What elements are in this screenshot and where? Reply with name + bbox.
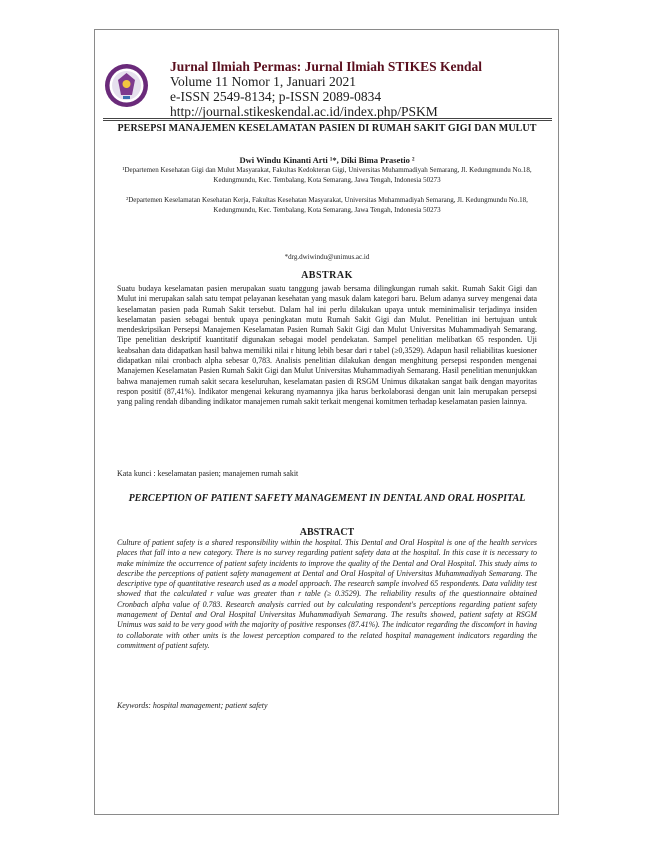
abstract-heading: ABSTRACT	[299, 527, 355, 538]
abstrak-body: Suatu budaya keselamatan pasien merupakan suatu tanggung jawab bersama dilingkungan rumah sakit. Rumah Sakit Gigi dan Mulut ini merupakan salah satu tempat pelayanan kesehatan yang masuk dalam kategori baru. Belum adanya survey mengenai data keselamatan pasien pada Rumah Sakit tersebut. Dalam hal ini perlu dilakukan upaya untuk meminimalisir terjadinya insiden keselamatan pasien sebagai bentuk upaya peningkatan mutu Rumah Sakit Gigi dan Mulut. Penelitian ini bertujuan untuk mendeskripsikan Persepsi Manajemen Keselamatan Pasien Rumah Sakit Gigi dan Mulut Universitas Muhammadiyah Semarang. Tipe penelitian deskriptif kuantitatif digunakan sebagai model pendekatan. Sampel penelitian melibatkan 65 responden. Uji keabsahan data didapatkan hasil bahwa memiliki nilai r hitung lebih besar dari r tabel (≥0,3529). Adapun hasil reliabilitas kuesioner didapatkan nilai cronbach alpha sebesar 0,783. Analisis penelitian dilakukan dengan menghitung persepsi responden mengenai Manajemen Keselamatan Pasien Rumah Sakit Gigi dan Mulut Universitas Muhammadiyah Semarang. Hasil penelitian menunjukkan bahwa manajemen rumah sakit secara keseluruhan, keselamatan pasien di RSGM Unimus dikatakan sangat baik dengan mayoritas respon positif (87,41%). Indikator mengenai kekurang nyamannya jika harus berkolaborasi dengan unit lain merupakan persepsi yang paling rendah dibanding indikator manajemen rumah sakit terkait mengenai komitmen terhadap keselamatan pasien lainnya.	[117, 284, 537, 407]
journal-volume: Volume 11 Nomor 1, Januari 2021	[170, 74, 356, 89]
abstrak-heading: ABSTRAK	[301, 270, 353, 281]
affiliation-1: ¹Departemen Kesehatan Gigi dan Mulut Masyarakat, Fakultas Kedokteran Gigi, Universitas Muhammadiyah Semarang, Jl. Kedungmundu No.18, Kedungmundu, Kec. Tembalang, Kota Semarang, Jawa Tengah, Indonesia 50273	[122, 166, 532, 184]
stikes-kendal-logo	[104, 63, 149, 108]
affiliation-2: ²Departemen Keselamatan Kesehatan Kerja, Fakultas Kesehatan Masyarakat, Universitas Muhammadiyah Semarang, Jl. Kedungmundu No.18, Kedungmundu, Kec. Tembalang, Kota Semarang, Jawa Tengah, Indonesia 50273	[126, 196, 528, 214]
article-title: PERSEPSI MANAJEMEN KESELAMATAN PASIEN DI RUMAH SAKIT GIGI DAN MULUT	[117, 123, 537, 134]
article-authors: Dwi Windu Kinanti Arti ¹*, Diki Bima Prasetio ²	[239, 155, 415, 165]
corresponding-email[interactable]: *drg.dwiwindu@unimus.ac.id	[284, 253, 370, 261]
kata-kunci: Kata kunci : keselamatan pasien; manajemen rumah sakit	[117, 469, 299, 478]
header-divider-secondary	[103, 120, 552, 121]
journal-issn: e-ISSN 2549-8134; p-ISSN 2089-0834	[170, 89, 382, 104]
journal-title: Jurnal Ilmiah Permas: Jurnal Ilmiah STIKES Kendal	[170, 59, 483, 74]
journal-header	[170, 59, 550, 119]
abstract-body: Culture of patient safety is a shared responsibility within the hospital. This Dental and Oral Hospital is one of the health services places that fall into a new category. There is no survey regarding patient safety data at the hospital. In this case it is necessary to make minimize the occurrence of patient safety incidents to improve the quality of the Dental and Oral Hospital. This study aims to describe the perceptions of patient safety management at Dental and Oral Hospital of Universitas Muhammadiyah Semarang. The descriptive type of quantitative research used as a model approach. The research sample involved 65 respondents. Data validity test showed that the calculated r value was greater than r table (≥ 0.3529). The reliability results of the questionnaire obtained Cronbach alpha value of 0.783. Research analysis carried out by calculating respondent's perceptions regarding patient safety management of Dental and Oral Hospital Universitas Muhammadiyah Semarang. The results showed, patient safety at RSGM Unimus was said to be very good with the majority of positive responses (87.41%). The indicator regarding the discomfort in having to collaborate with other units is the lowest perception compared to the related hospital management indicators regarding the commitment of patient safety.	[117, 538, 537, 650]
journal-url[interactable]: http://journal.stikeskendal.ac.id/index.php/PSKM	[170, 104, 438, 119]
paper-page	[94, 29, 559, 815]
article-title-english: PERCEPTION OF PATIENT SAFETY MANAGEMENT IN DENTAL AND ORAL HOSPITAL	[128, 493, 526, 504]
keywords-english: Keywords: hospital management; patient safety	[117, 701, 268, 710]
header-divider	[103, 118, 552, 119]
